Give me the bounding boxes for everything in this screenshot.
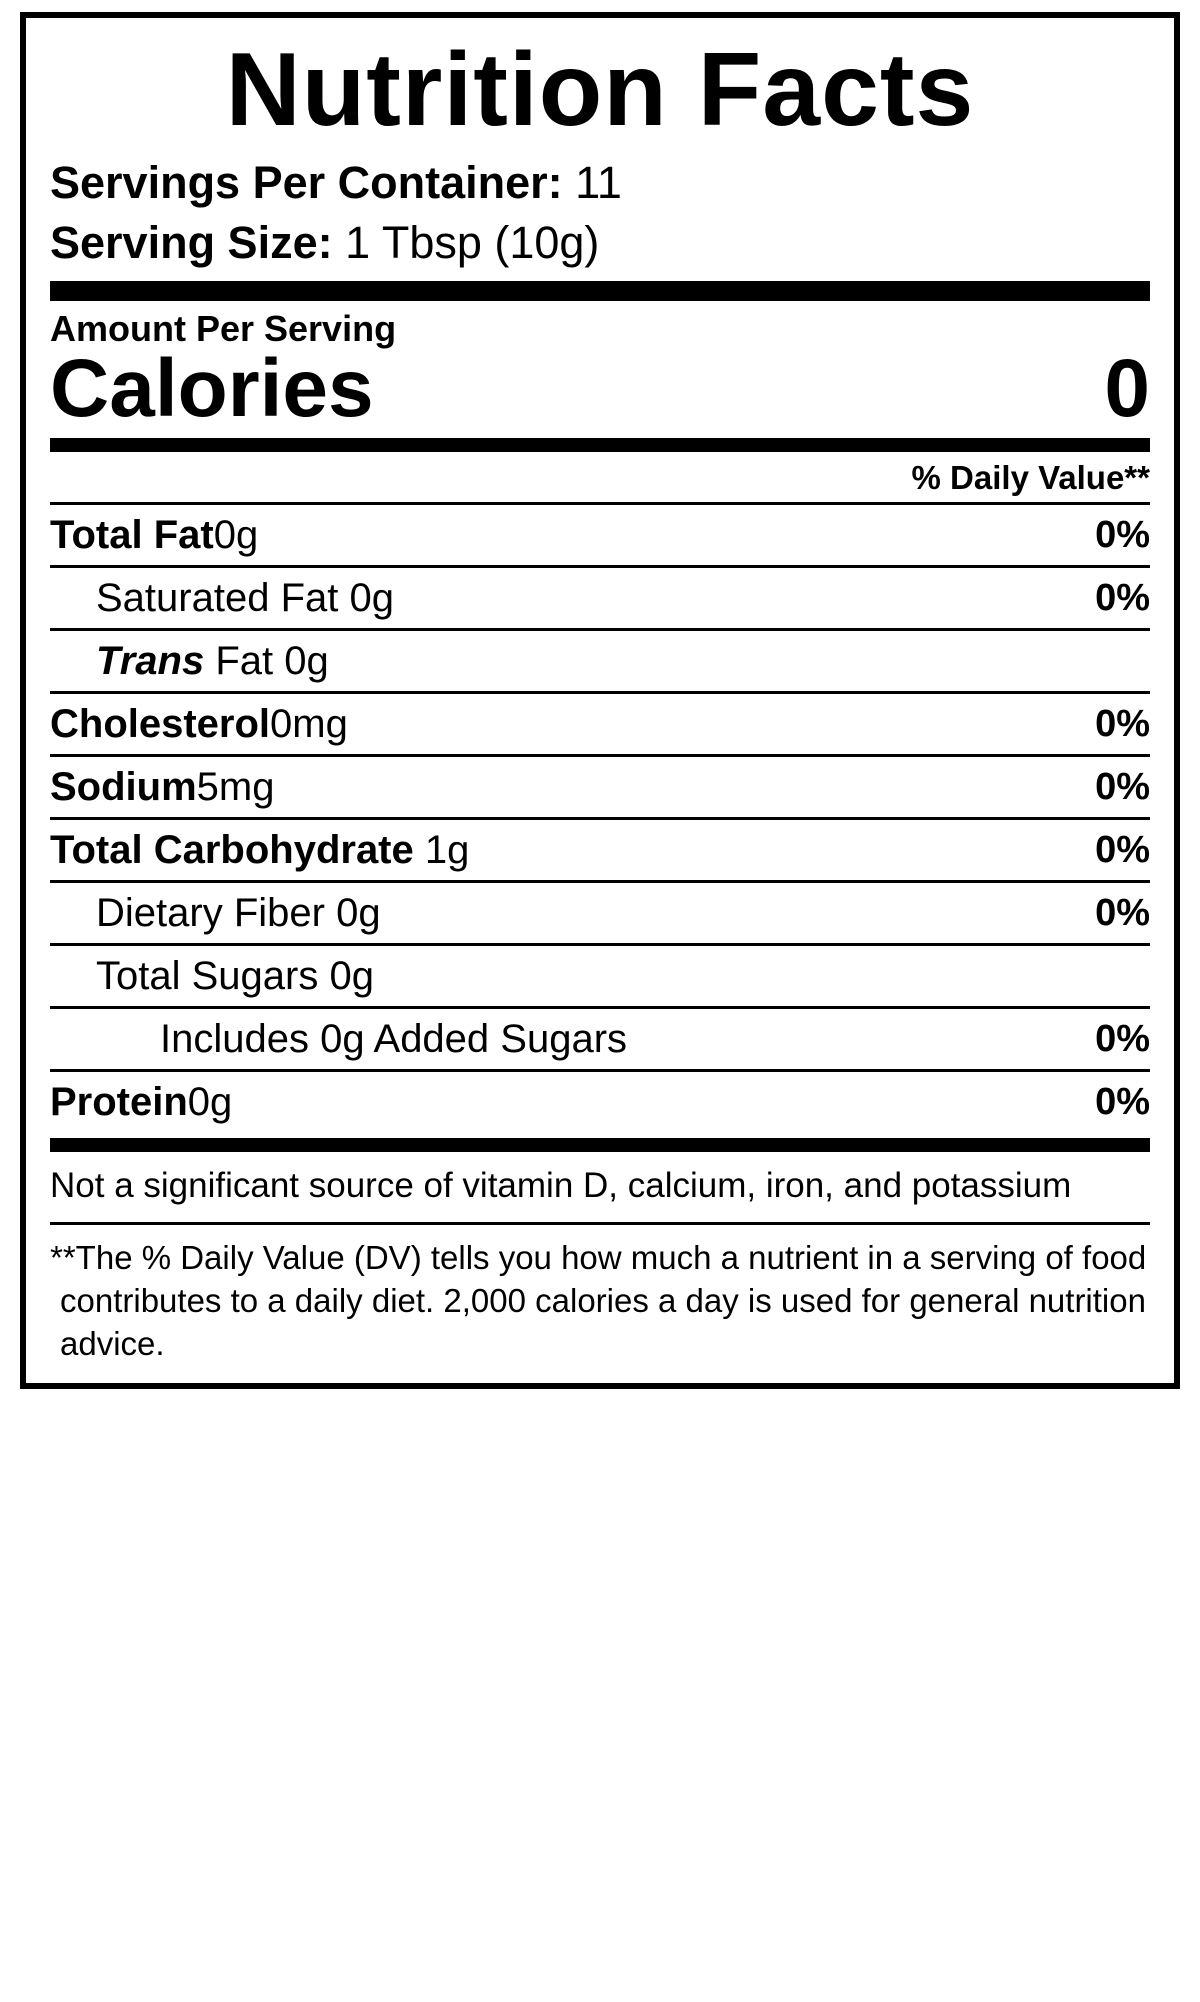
nutrient-name: Trans	[96, 639, 205, 684]
table-row	[50, 820, 1150, 880]
nutrient-amount: Fat 0g	[215, 639, 329, 684]
nutrient-amount: 0g	[336, 891, 381, 936]
divider-thick-top	[50, 281, 1150, 301]
nutrient-dv: 0%	[1095, 577, 1150, 620]
table-row	[50, 883, 1150, 943]
not-significant-source-note: Not a significant source of vitamin D, calcium, iron, and potassium	[50, 1166, 1072, 1206]
divider-medium-calories	[50, 438, 1150, 452]
amount-per-serving: Amount Per Serving	[50, 308, 397, 350]
nutrient-dv: 0%	[1095, 703, 1150, 746]
divider-footnote	[50, 1222, 1150, 1225]
nutrient-amount: 0g Added Sugars	[320, 1017, 628, 1062]
calories-label: Calories	[50, 343, 374, 435]
nutrition-facts-label	[20, 12, 1180, 1389]
table-row	[50, 1009, 1150, 1069]
nutrient-dv: 0%	[1095, 514, 1150, 557]
nutrient-dv: 0%	[1095, 829, 1150, 872]
nutrient-dv: 0%	[1095, 1018, 1150, 1061]
divider-medium-bottom	[50, 1138, 1150, 1152]
nutrient-dv: 0%	[1095, 892, 1150, 935]
daily-value-header: % Daily Value**	[911, 459, 1150, 497]
nutrient-name: Total Carbohydrate	[50, 828, 414, 873]
nutrient-amount: 5mg	[196, 765, 275, 810]
servings-per-container-value: 11	[575, 157, 622, 208]
nutrient-amount: 0g	[349, 576, 394, 621]
servings-per-container-label: Servings Per Container:	[50, 157, 563, 208]
nutrient-dv: 0%	[1095, 1081, 1150, 1124]
table-row	[50, 757, 1150, 817]
nutrient-name: Includes	[160, 1017, 309, 1062]
table-row	[50, 505, 1150, 565]
table-row	[50, 1072, 1150, 1132]
nutrient-name: Saturated Fat	[96, 576, 339, 621]
nutrient-name: Total Fat	[50, 513, 214, 558]
table-row	[50, 568, 1150, 628]
servings-per-container	[50, 154, 1150, 212]
calories-row	[50, 343, 1150, 435]
page-title: Nutrition Facts	[225, 32, 975, 148]
nutrient-amount: 0g	[329, 954, 374, 999]
table-row	[50, 694, 1150, 754]
nutrient-name: Sodium	[50, 765, 197, 810]
nutrient-amount: 0mg	[270, 702, 348, 747]
nutrient-amount: 0g	[213, 513, 259, 558]
nutrient-dv: 0%	[1095, 766, 1150, 809]
table-row	[50, 946, 1150, 1006]
nutrient-name: Cholesterol	[50, 702, 271, 747]
table-row	[50, 631, 1150, 691]
nutrient-name: Protein	[50, 1080, 188, 1125]
nutrient-name: Total Sugars	[96, 954, 319, 999]
daily-value-footnote: **The % Daily Value (DV) tells you how much a nutrient in a serving of food contributes to a daily diet. 2,000 calories a day is used for general nutrition advice.	[50, 1238, 1147, 1362]
serving-size	[50, 214, 1150, 272]
serving-size-label: Serving Size:	[50, 216, 333, 268]
serving-size-value: 1 Tbsp (10g)	[345, 216, 600, 268]
nutrient-amount: 0g	[187, 1080, 233, 1125]
nutrient-name: Dietary Fiber	[96, 891, 325, 936]
calories-value: 0	[1104, 343, 1150, 435]
nutrient-amount: 1g	[424, 828, 470, 873]
